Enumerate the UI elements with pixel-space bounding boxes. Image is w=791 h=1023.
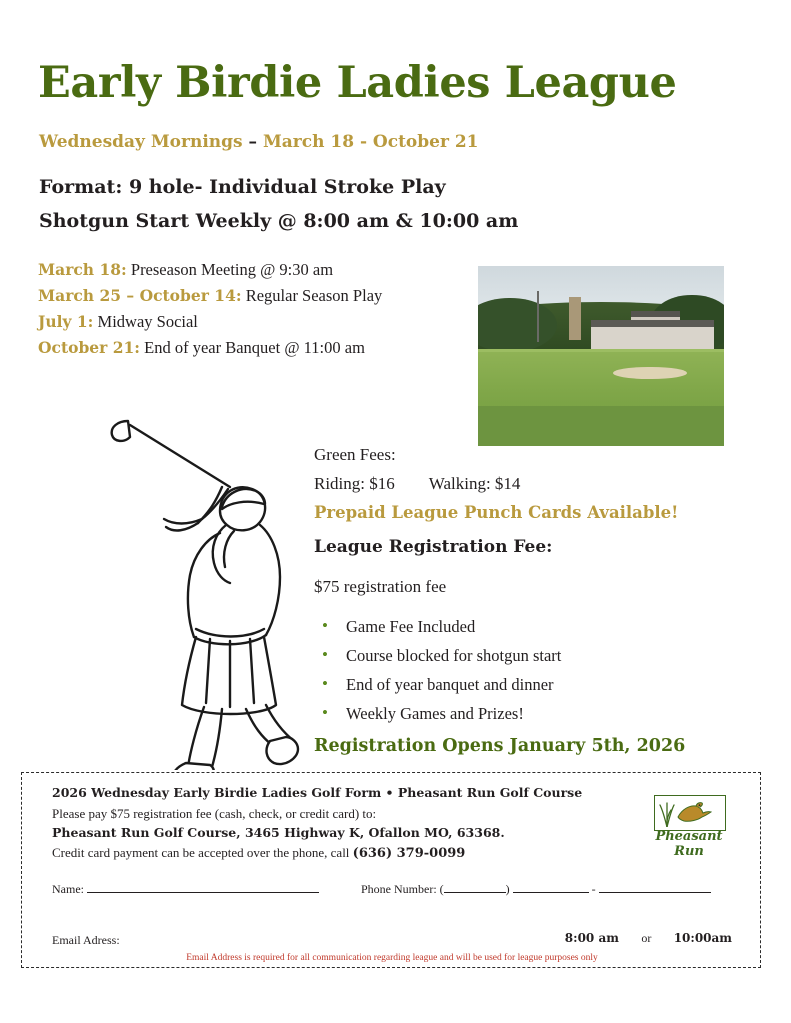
walking-fee: Walking: $14	[428, 474, 521, 493]
coupon-address-line: Pheasant Run Golf Course, 3465 Highway K, Ofallon MO, 63368.	[52, 825, 505, 840]
clubhouse-photo	[478, 266, 724, 446]
logo-text-line2: Run	[674, 844, 704, 859]
phone-area-code-input[interactable]	[444, 881, 506, 893]
coupon-credit-prefix: Credit card payment can be accepted over the phone, call	[52, 845, 353, 860]
email-required-note: Email Address is required for all communication regarding league and will be used for league purposes only	[186, 953, 598, 963]
list-item	[38, 283, 468, 309]
subtitle	[39, 131, 479, 153]
registration-opens: Registration Opens January 5th, 2026	[314, 736, 686, 756]
photo-light-pole	[537, 291, 539, 341]
list-item	[38, 335, 468, 361]
registration-heading: League Registration Fee:	[314, 537, 553, 557]
prepaid-punch-cards: Prepaid League Punch Cards Available!	[314, 503, 679, 522]
pheasant-run-logo	[646, 795, 732, 861]
page-title: Early Birdie Ladies League	[38, 58, 677, 108]
schedule-desc: Preseason Meeting @ 9:30 am	[126, 260, 334, 279]
tee-time-option-1000[interactable]: 10:00am	[673, 931, 732, 945]
list-item: • Game Fee Included	[318, 612, 718, 641]
schedule-list	[38, 257, 468, 361]
phone-dash: -	[591, 882, 596, 896]
registration-coupon	[21, 772, 761, 968]
coupon-pay-line: Please pay $75 registration fee (cash, check, or credit card) to:	[52, 806, 377, 821]
schedule-date: March 18:	[38, 260, 127, 279]
list-item	[38, 309, 468, 335]
registration-fee: $75 registration fee	[314, 577, 447, 596]
coupon-title: 2026 Wednesday Early Birdie Ladies Golf Form • Pheasant Run Golf Course	[52, 785, 583, 800]
coupon-credit-line	[52, 845, 465, 861]
subtitle-secondary: March 18 - October 21	[262, 132, 479, 152]
tee-time-or: or	[641, 931, 652, 945]
name-phone-field-row	[52, 881, 732, 897]
tee-time-options	[565, 931, 732, 946]
benefits-list	[318, 612, 718, 728]
golfer-illustration	[70, 415, 310, 770]
schedule-date: July 1:	[38, 312, 94, 331]
phone-paren: )	[505, 882, 510, 896]
pheasant-bird-icon	[672, 801, 712, 823]
green-fees-block	[314, 440, 714, 528]
logo-text	[646, 829, 732, 859]
phone-prefix-input[interactable]	[513, 881, 589, 893]
list-item	[38, 257, 468, 283]
list-item: • Course blocked for shotgun start	[318, 641, 718, 670]
list-item: • Weekly Games and Prizes!	[318, 699, 718, 728]
shotgun-line: Shotgun Start Weekly @ 8:00 am & 10:00 am	[39, 210, 519, 232]
riding-fee: Riding: $16	[314, 474, 395, 493]
phone-suffix-input[interactable]	[599, 881, 711, 893]
logo-text-line1: Pheasant	[655, 829, 723, 844]
name-input[interactable]	[87, 881, 319, 893]
green-fees-rates	[314, 469, 714, 498]
email-label: Email Adress:	[52, 933, 120, 947]
tee-time-option-800[interactable]: 8:00 am	[564, 931, 619, 945]
format-line: Format: 9 hole- Individual Stroke Play	[39, 176, 446, 198]
photo-tower	[569, 297, 581, 340]
list-item: • End of year banquet and dinner	[318, 670, 718, 699]
subtitle-dash: –	[242, 132, 263, 152]
schedule-date: March 25 – October 14:	[38, 286, 242, 305]
schedule-desc: Regular Season Play	[241, 286, 383, 305]
green-fees-label: Green Fees:	[314, 445, 396, 464]
coupon-phone-number: (636) 379-0099	[352, 846, 466, 861]
subtitle-primary: Wednesday Mornings	[39, 132, 243, 152]
name-label: Name:	[52, 882, 87, 896]
schedule-date: October 21:	[38, 338, 140, 357]
phone-label: Phone Number: (	[361, 882, 444, 896]
schedule-desc: End of year Banquet @ 11:00 am	[140, 338, 365, 357]
schedule-desc: Midway Social	[93, 312, 198, 331]
